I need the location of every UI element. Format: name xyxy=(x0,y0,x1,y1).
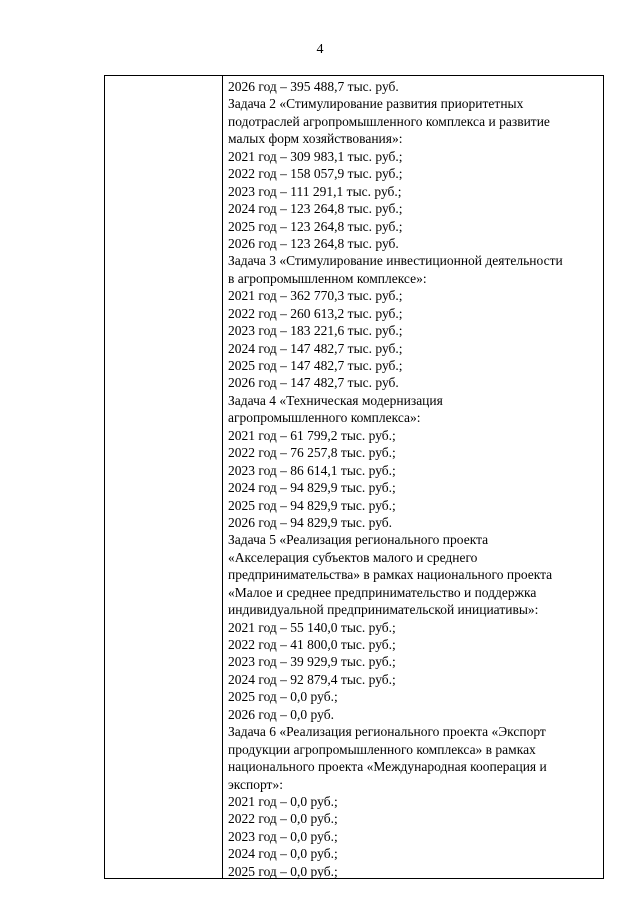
text-line: 2025 год – 147 482,7 тыс. руб.; xyxy=(228,358,403,373)
text-line: индивидуальной предпринимательской инициативы»: xyxy=(228,602,539,618)
text-line: Задача 4 «Техническая модернизация xyxy=(228,392,443,408)
text-line: «Акселерация субъектов малого и среднего xyxy=(228,549,478,565)
text-line: Задача 3 «Стимулирование инвестиционной деятельности xyxy=(228,253,563,269)
text-line: национального проекта «Международная кооперация и xyxy=(228,759,547,775)
text-line: «Малое и среднее предпринимательство и поддержка xyxy=(228,584,537,600)
text-line: 2023 год – 183 221,6 тыс. руб.; xyxy=(228,323,403,339)
text-line: предпринимательства» в рамках национального проекта xyxy=(228,567,553,583)
text-line: экспорт»: xyxy=(228,776,283,792)
funding-table xyxy=(104,75,604,879)
text-line: 2024 год – 0,0 руб.; xyxy=(228,846,338,862)
text-line: малых форм хозяйствования»: xyxy=(228,131,403,147)
text-line: 2025 год – 94 829,9 тыс. руб.; xyxy=(228,497,396,513)
text-line: 2024 год – 94 829,9 тыс. руб.; xyxy=(228,480,396,496)
text-line: Задача 2 «Стимулирование развития приоритетных xyxy=(228,96,524,112)
text-line: 2025 год – 123 264,8 тыс. руб.; xyxy=(228,218,403,234)
text-line: 2026 год – 123 264,8 тыс. руб. xyxy=(228,235,399,251)
text-line: 2022 год – 41 800,0 тыс. руб.; xyxy=(228,637,396,652)
text-line: 2021 год – 362 770,3 тыс. руб.; xyxy=(228,288,403,304)
text-line: 2022 год – 76 257,8 тыс. руб.; xyxy=(228,445,396,461)
text-line: 2024 год – 147 482,7 тыс. руб.; xyxy=(228,340,403,356)
page-number: 4 xyxy=(316,42,324,57)
text-line: Задача 6 «Реализация регионального проекта «Экспорт xyxy=(228,724,546,740)
text-line: 2026 год – 395 488,7 тыс. руб. xyxy=(228,79,399,94)
text-line: 2023 год – 0,0 руб.; xyxy=(228,828,338,844)
text-line: 2023 год – 39 929,9 тыс. руб.; xyxy=(228,654,396,670)
text-line: продукции агропромышленного комплекса» в рамках xyxy=(228,741,536,757)
text-line: 2022 год – 260 613,2 тыс. руб.; xyxy=(228,305,403,321)
text-line: 2025 год – 0,0 руб.; xyxy=(228,863,338,879)
text-line: 2024 год – 92 879,4 тыс. руб.; xyxy=(228,671,396,687)
text-line: 2026 год – 0,0 руб. xyxy=(228,706,334,722)
text-line: 2021 год – 309 983,1 тыс. руб.; xyxy=(228,148,403,164)
funding-text-cell xyxy=(228,78,602,880)
text-line: агропромышленного комплекса»: xyxy=(228,410,421,426)
text-line: подотраслей агропромышленного комплекса и развитие xyxy=(228,113,550,129)
text-line: 2025 год – 0,0 руб.; xyxy=(228,689,338,705)
column-divider xyxy=(222,76,223,878)
text-line: 2023 год – 111 291,1 тыс. руб.; xyxy=(228,183,402,199)
text-line: 2023 год – 86 614,1 тыс. руб.; xyxy=(228,462,396,478)
text-line: 2026 год – 147 482,7 тыс. руб. xyxy=(228,375,399,391)
text-line: 2022 год – 158 057,9 тыс. руб.; xyxy=(228,166,403,182)
text-line: 2021 год – 0,0 руб.; xyxy=(228,793,338,809)
text-line: 2021 год – 55 140,0 тыс. руб.; xyxy=(228,619,396,635)
text-line: 2026 год – 94 829,9 тыс. руб. xyxy=(228,514,393,530)
text-line: 2021 год – 61 799,2 тыс. руб.; xyxy=(228,427,396,443)
text-line: 2022 год – 0,0 руб.; xyxy=(228,811,338,827)
text-line: в агропромышленном комплексе»: xyxy=(228,270,427,286)
text-line: Задача 5 «Реализация регионального проекта xyxy=(228,532,489,548)
text-line: 2024 год – 123 264,8 тыс. руб.; xyxy=(228,201,403,217)
